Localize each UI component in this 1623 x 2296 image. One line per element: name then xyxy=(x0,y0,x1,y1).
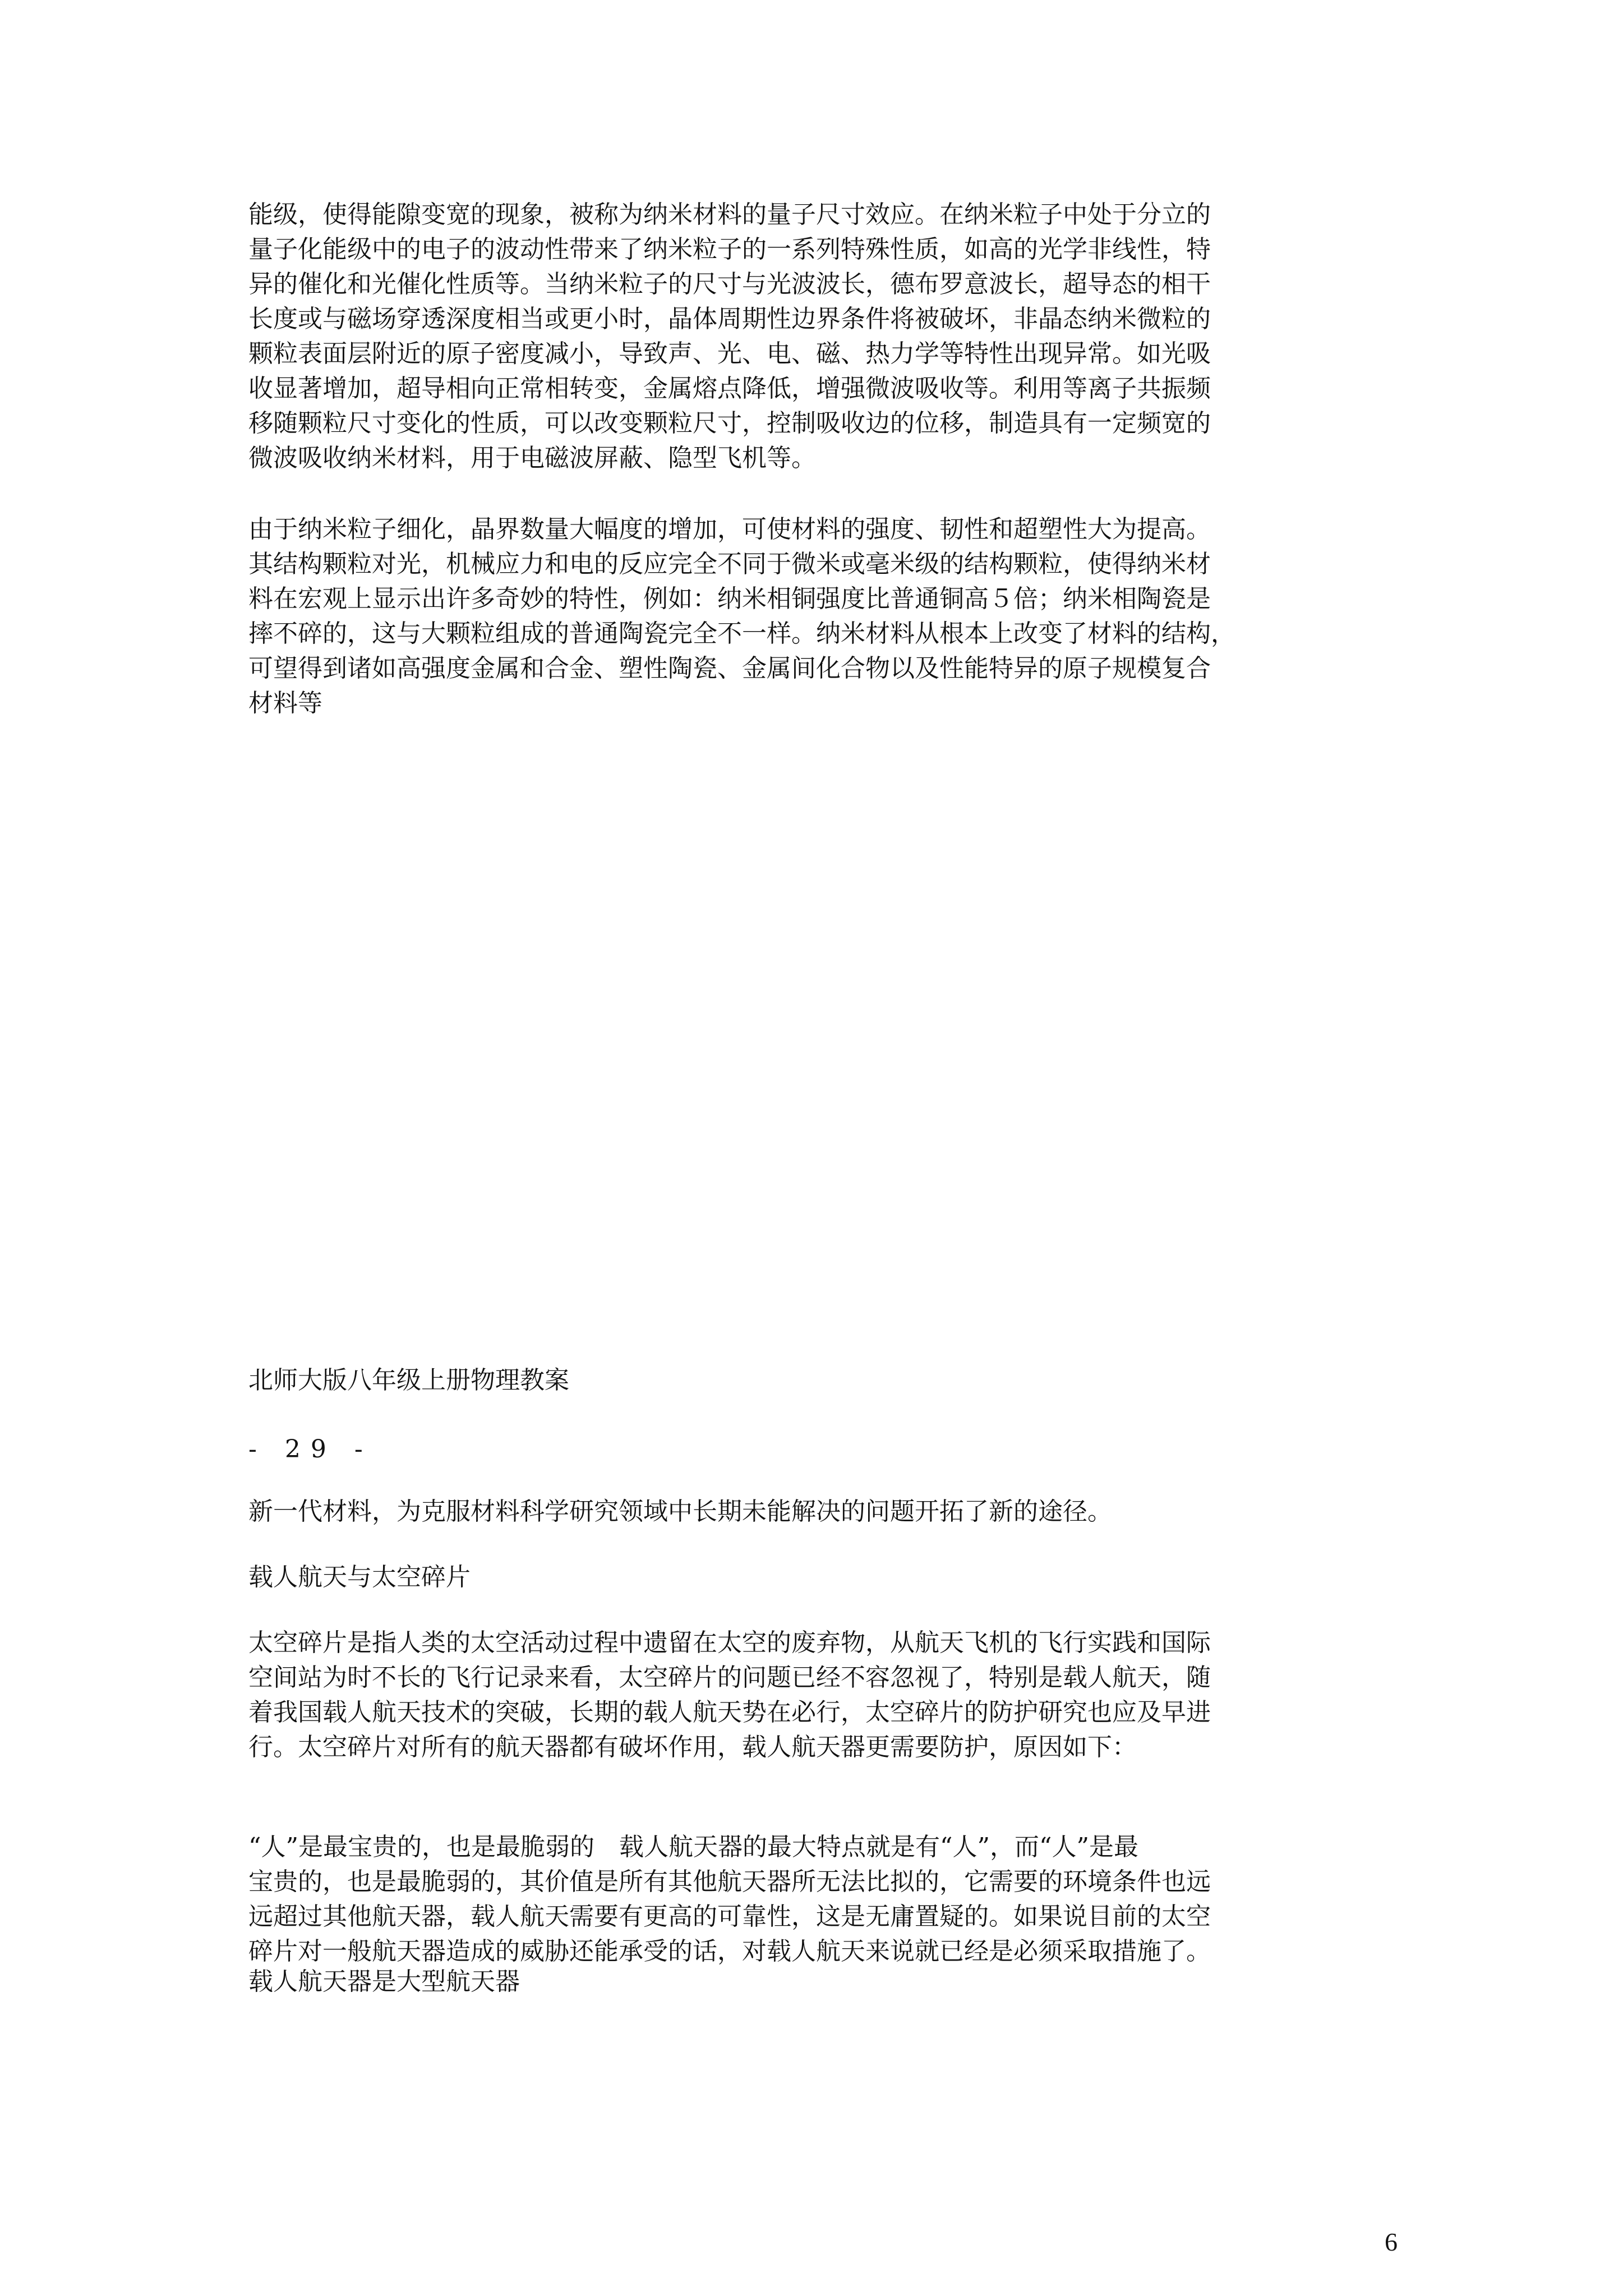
paragraph-line: “人”是最宝贵的，也是最脆弱的 载人航天器的最大特点就是有“人”，而“人”是最 xyxy=(248,1833,1138,1861)
paragraph-line: 材料等 xyxy=(248,689,322,717)
paragraph-line: 摔不碎的，这与大颗粒组成的普通陶瓷完全不一样。纳米材料从根本上改变了材料的结构， xyxy=(248,619,1235,648)
paragraph-line: 颗粒表面层附近的原子密度减小，导致声、光、电、磁、热力学等特性出现异常。如光吸 xyxy=(248,339,1211,368)
paragraph-line: 由于纳米粒子细化，晶界数量大幅度的增加，可使材料的强度、韧性和超塑性大为提高。 xyxy=(248,515,1211,544)
inner-page-marker: - 29 - xyxy=(248,1435,373,1464)
section-heading-space-debris: 载人航天与太空碎片 xyxy=(248,1563,471,1591)
page-number: 6 xyxy=(1385,2228,1398,2256)
paragraph-space-debris-definition xyxy=(248,1626,1404,1765)
paragraph-line: 行。太空碎片对所有的航天器都有破坏作用，载人航天器更需要防护，原因如下： xyxy=(248,1733,1137,1761)
paragraph-line: 新一代材料，为克服材料科学研究领域中长期未能解决的问题开拓了新的途径。 xyxy=(248,1497,1112,1526)
section-heading-large-spacecraft: 载人航天器是大型航天器 xyxy=(248,1967,520,1996)
paragraph-line: 料在宏观上显示出许多奇妙的特性，例如：纳米相铜强度比普通铜高５倍；纳米相陶瓷是 xyxy=(248,585,1211,613)
paragraph-line: 着我国载人航天技术的突破，长期的载人航天势在必行，太空碎片的防护研究也应及早进 xyxy=(248,1698,1211,1727)
paragraph-nano-material-strength xyxy=(248,512,1404,721)
paragraph-line: 收显著增加，超导相向正常相转变，金属熔点降低，增强微波吸收等。利用等离子共振频 xyxy=(248,374,1211,403)
document-footer-title: 北师大版八年级上册物理教案 xyxy=(248,1366,569,1395)
paragraph-line: 移随颗粒尺寸变化的性质，可以改变颗粒尺寸，控制吸收边的位移，制造具有一定频宽的 xyxy=(248,409,1211,438)
paragraph-line: 远超过其他航天器，载人航天需要有更高的可靠性，这是无庸置疑的。如果说目前的太空 xyxy=(248,1902,1211,1931)
paragraph-line: 太空碎片是指人类的太空活动过程中遗留在太空的废弃物，从航天飞机的飞行实践和国际 xyxy=(248,1628,1211,1657)
paragraph-line: 碎片对一般航天器造成的威胁还能承受的话，对载人航天来说就已经是必须采取措施了。 xyxy=(248,1937,1211,1966)
paragraph-line: 可望得到诸如高强度金属和合金、塑性陶瓷、金属间化合物以及性能特异的原子规模复合 xyxy=(248,654,1211,683)
paragraph-quantum-size-effect xyxy=(248,197,1404,476)
paragraph-line: 异的催化和光催化性质等。当纳米粒子的尺寸与光波波长，德布罗意波长，超导态的相干 xyxy=(248,270,1211,298)
paragraph-line: 能级，使得能隙变宽的现象，被称为纳米材料的量子尺寸效应。在纳米粒子中处于分立的 xyxy=(248,200,1211,229)
paragraph-line: 其结构颗粒对光，机械应力和电的反应完全不同于微米或毫米级的结构颗粒，使得纳米材 xyxy=(248,550,1211,578)
paragraph-line: 量子化能级中的电子的波动性带来了纳米粒子的一系列特殊性质，如高的光学非线性，特 xyxy=(248,235,1211,264)
paragraph-line: 宝贵的，也是最脆弱的，其价值是所有其他航天器所无法比拟的，它需要的环境条件也远 xyxy=(248,1867,1211,1896)
paragraph-line: 空间站为时不长的飞行记录来看，太空碎片的问题已经不容忽视了，特别是载人航天，随 xyxy=(248,1663,1211,1692)
paragraph-line: 微波吸收纳米材料，用于电磁波屏蔽、隐型飞机等。 xyxy=(248,444,816,472)
paragraph-line: 长度或与磁场穿透深度相当或更小时，晶体周期性边界条件将被破坏，非晶态纳米微粒的 xyxy=(248,305,1211,333)
paragraph-human-most-valuable xyxy=(248,1830,1404,1969)
paragraph-new-generation-materials xyxy=(248,1494,1404,1529)
